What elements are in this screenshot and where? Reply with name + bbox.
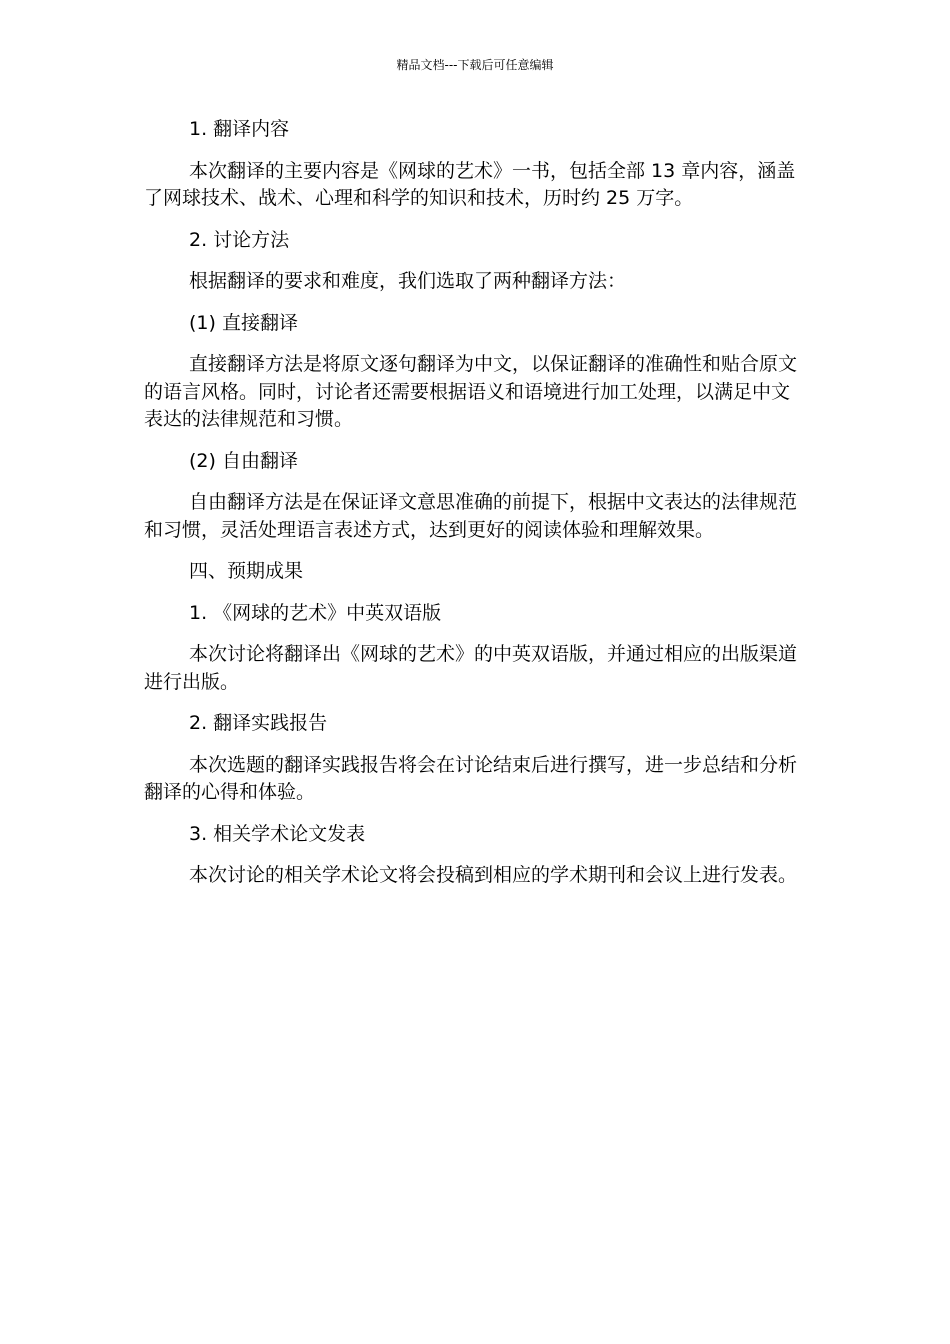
section-heading-expected-results: 四、预期成果 bbox=[189, 560, 304, 582]
subheading-free-translation: (2) 自由翻译 bbox=[189, 449, 298, 472]
section-heading-translation-content: 1. 翻译内容 bbox=[189, 118, 290, 140]
subheading-direct-translation: (1) 直接翻译 bbox=[189, 311, 298, 334]
paragraph-method-intro: 根据翻译的要求和难度，我们选取了两种翻译方法： bbox=[189, 270, 627, 292]
document-body bbox=[144, 116, 804, 890]
paragraph-translation-content: 本次翻译的主要内容是《网球的艺术》一书，包括全部 13 章内容，涵盖了网球技术、战术、心理和科学的知识和技术，历时约 25 万字。 bbox=[144, 159, 796, 209]
paragraph-direct-translation: 直接翻译方法是将原文逐句翻译为中文，以保证翻译的准确性和贴合原文的语言风格。同时，讨论者还需要根据语义和语境进行加工处理，以满足中文表达的法律规范和习惯。 bbox=[144, 353, 798, 430]
paragraph-free-translation: 自由翻译方法是在保证译文意思准确的前提下，根据中文表达的法律规范和习惯，灵活处理语言表述方式，达到更好的阅读体验和理解效果。 bbox=[144, 491, 798, 541]
subheading-practice-report: 2. 翻译实践报告 bbox=[189, 712, 328, 734]
page-header: 精品文档---下载后可任意编辑 bbox=[396, 58, 554, 72]
paragraph-bilingual-edition: 本次讨论将翻译出《网球的艺术》的中英双语版，并通过相应的出版渠道进行出版。 bbox=[144, 643, 798, 693]
section-heading-discussion-method: 2. 讨论方法 bbox=[189, 228, 290, 251]
paragraph-academic-papers: 本次讨论的相关学术论文将会投稿到相应的学术期刊和会议上进行发表。 bbox=[189, 864, 798, 886]
subheading-bilingual-edition: 1. 《网球的艺术》中英双语版 bbox=[189, 601, 442, 624]
paragraph-practice-report: 本次选题的翻译实践报告将会在讨论结束后进行撰写，进一步总结和分析翻译的心得和体验。 bbox=[144, 753, 798, 803]
subheading-academic-papers: 3. 相关学术论文发表 bbox=[189, 822, 366, 845]
